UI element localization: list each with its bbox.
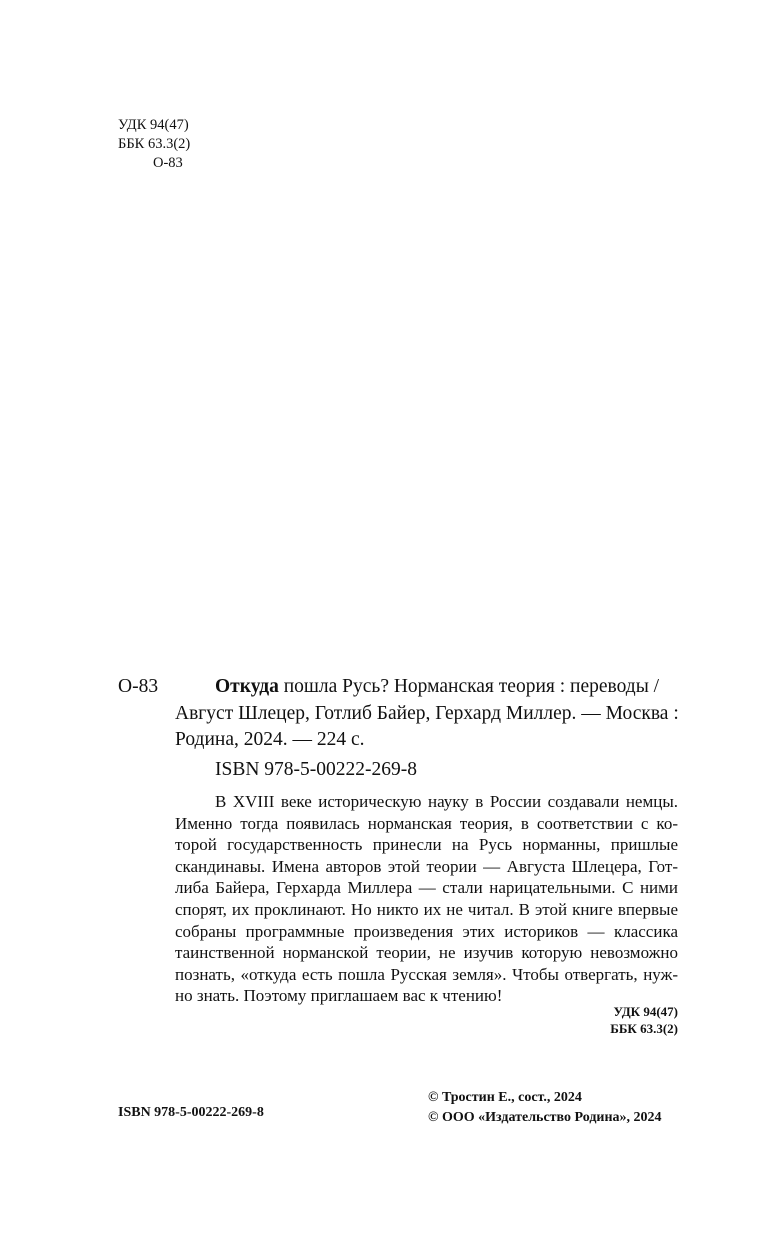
- abstract-line: собраны программные произведения этих историков — классика: [175, 921, 678, 941]
- abstract: [175, 791, 678, 1007]
- copyright-publisher: © ООО «Издательство Родина», 2024: [428, 1110, 662, 1125]
- abstract-line: но знать. Поэтому приглашаем вас к чтению!: [175, 986, 503, 1006]
- classification-codes: [118, 116, 190, 173]
- abstract-line: спорят, их проклинают. Но никто их не читал. В этой книге впервые: [175, 899, 678, 919]
- entry-authors-line: Август Шлецер, Готлиб Байер, Герхард Миллер. — Москва :: [175, 702, 679, 724]
- abstract-line: таинственной норманской теории, не изучив которую невозможно: [175, 943, 678, 963]
- entry-title-rest: пошла Русь? Норманская теория : переводы /: [278, 676, 660, 697]
- abstract-line: В XVIII веке историческую науку в России создавали немцы.: [215, 792, 678, 811]
- bottom-bbk-code: ББК 63.3(2): [610, 1021, 678, 1036]
- copyright-compiler: © Тростин Е., сост., 2024: [428, 1090, 582, 1105]
- isbn-bottom: ISBN 978-5-00222-269-8: [118, 1105, 264, 1120]
- bbk-code: ББК 63.3(2): [118, 136, 191, 152]
- bibliographic-entry: [175, 674, 678, 754]
- abstract-line: либа Байера, Герхарда Миллера — стали нарицательными. С ними: [175, 878, 678, 898]
- abstract-line: торой государственность принесли на Русь норманны, пришлые: [175, 835, 678, 855]
- entry-isbn: ISBN 978-5-00222-269-8: [215, 759, 418, 780]
- abstract-line: скандинавы. Имена авторов этой теории — Августа Шлецера, Гот-: [175, 856, 678, 876]
- entry-title-line: [175, 674, 678, 701]
- udk-code: УДК 94(47): [118, 117, 189, 133]
- author-mark: О-83: [153, 155, 183, 171]
- entry-publisher-line: Родина, 2024. — 224 с.: [175, 729, 365, 750]
- abstract-line: Именно тогда появилась норманская теория, в соответствии с ко-: [175, 813, 678, 833]
- abstract-line: познать, «откуда есть пошла Русская земля». Чтобы отвергать, нуж-: [175, 964, 678, 984]
- bottom-classification-codes: [610, 1003, 678, 1037]
- copyright-block: [428, 1088, 662, 1128]
- catalog-author-mark: О-83: [118, 676, 159, 697]
- bottom-udk-code: УДК 94(47): [613, 1004, 678, 1019]
- entry-title-bold: Откуда: [215, 676, 279, 697]
